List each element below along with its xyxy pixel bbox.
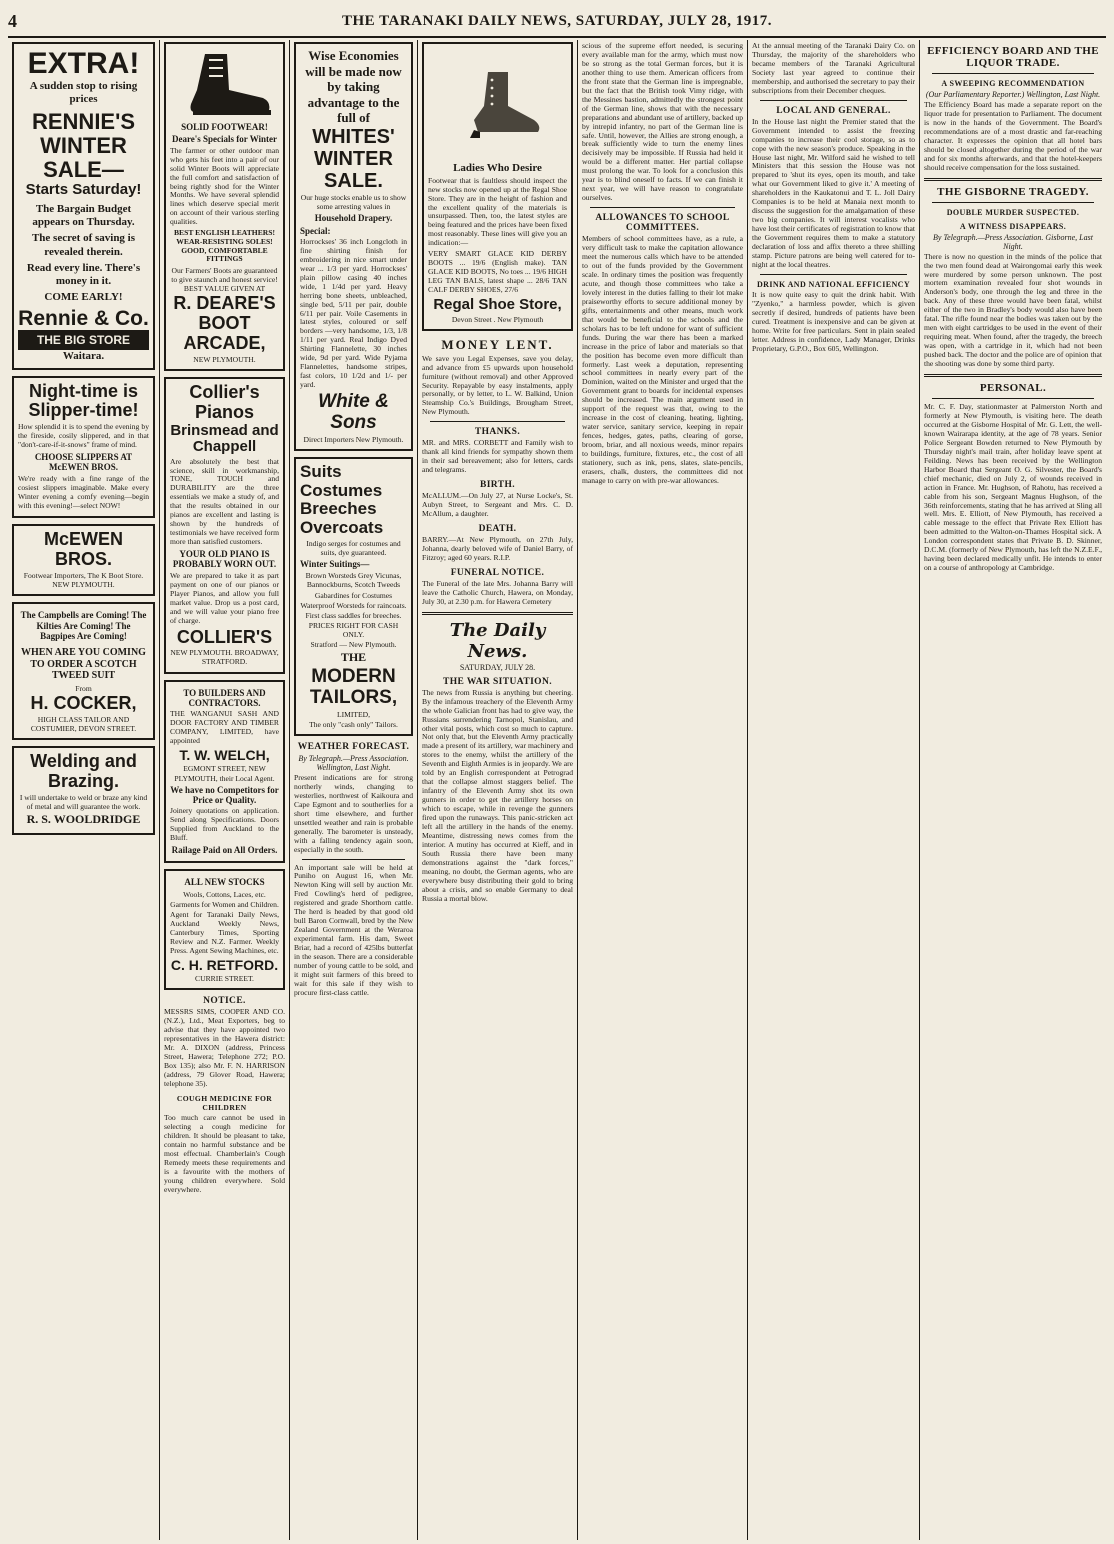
agent-text: Agent for Taranaki Daily News, Auckland Weekly News, Canterbury Times, Sporting Review and N.Z. Farmer. Weekly Press. Agent Sewing Machines, etc. bbox=[170, 910, 279, 955]
welding-text: I will undertake to weld or braze any kind of metal and will guarantee the work. bbox=[19, 792, 148, 811]
retford-sub: CURRIE STREET. bbox=[195, 974, 254, 984]
rennie-title: RENNIE'S WINTER SALE— bbox=[31, 108, 136, 183]
old-piano-text: We are prepared to take it as part payment on one of our pianos or Player Pianos, and allow you full market value. Drop us a post card, and we will value your piano free of charge. bbox=[170, 570, 279, 625]
waitara: Waitara. bbox=[62, 350, 105, 363]
special-label: Special: bbox=[300, 225, 331, 236]
column-7 bbox=[920, 40, 1106, 1540]
weather-byline: By Telegraph.—Press Association. Wellington, Last Night. bbox=[298, 753, 409, 772]
local-text: In the House last night the Premier stated that the Government intended to assist the freezing companies to increase their cool storage, so as to cope with the new season's produce. Speaking in the House last night, Mr. Wilford said he wished to tell Ministers that this session the House was not prepared to 'shut its eyes, open its mouth, and take what our Government liked to give it.' A meeting of shareholders in the Kaukatonui and T. L. Joll Dairy Companies is to be held at Manaia next month to discuss the suggestion for the amalgamation of these two big companies. It will interest vocalists who have lost their certificates of registration to know that the Government requires them to make a statutory declaration of loss and affix thereto a three shilling stamp. Picture patrons are being well catered for to-night at the local theatres. bbox=[752, 116, 915, 269]
cash-only: The only "cash only" Tailors. bbox=[309, 719, 398, 729]
war-text: The news from Russia is anything but cheering. By the infamous treachery of the Eleventh Army the whole Galician front has had to give way, the Russians surrendering Tarnopol, Stanislau, and other vital posts, which cost so much to capture. Not only that, but the Eleventh Army practically made a present of its artillery, war machinery and stores to the enemy, whilst the artillery of the Seventh and Eighth Armies is in jeopardy. We are told by an English correspondent at Petrograd that the collapse almost staggers belief. The infantry of the Eleventh Army shot its own gunners in order to get the artillery horses on which to escape, while in revenge the gunners fired upon the runaways. This panic-stricken act left all the artillery in the hands of the enemy. Meantime, distressing news comes from the interior. A mutiny has occurred at Kieff, and in South Russia there have been many demonstrations against the "dark forces," meaning, no doubt, the German agents, who are everywhere busy distributing their gold to bring about a crisis, and so enable Germany to deal Russia a mortal blow. bbox=[422, 687, 573, 903]
brinsmead: Brinsmead and Chappell bbox=[170, 421, 279, 456]
thanks-text: MR. and MRS. CORBETT and Family wish to thank all kind friends for sympathy shown them in their sad bereavement; also for letters, cards and telegrams. bbox=[422, 438, 573, 475]
birth-heading: BIRTH. bbox=[479, 480, 516, 491]
mcewen-name: McEWEN BROS. bbox=[43, 529, 123, 570]
welch-ad bbox=[164, 680, 285, 864]
waterproof: Waterproof Worsteds for raincoats. bbox=[300, 600, 407, 610]
welding-ad bbox=[12, 746, 155, 835]
shoe-list: VERY SMART GLACE KID DERBY BOOTS ... 19/6 (English make). TAN GLACE KID BOOTS, No toes ... 19/6 HIGH LEG TAN BALS, latest shape ... 28/6 TAN CALF DERBY SHOES, 27/6 bbox=[428, 249, 567, 295]
local-heading: LOCAL AND GENERAL. bbox=[776, 105, 891, 116]
cocker-name: H. COCKER, bbox=[30, 692, 137, 713]
read-text: Read every line. There's money in it. bbox=[26, 261, 141, 287]
allowances-heading: ALLOWANCES TO SCHOOL COMMITTEES. bbox=[595, 213, 730, 234]
war-continued: scious of the supreme effort needed, is securing every available man for the army, which must now be so strong as the total German forces, but it is another thing to use them. American officers from the front state that the German line is impregnable, but the fact that the British took Vimy ridge, with the Messines bastion, admittedly the strongest point of the German line, shows that with the necessary preparations and abundant use of artillery, backed up by intrepid infantry, no part of the German line is safe. Until, however, the Allies are strong enough, a break sufficiently wide to turn the enemy lines decisively may be impossible. If Russia had held it would be a different matter. Her partial collapse must prolong the war. To look for a conclusion this year is to blind oneself to facts. If we can finish it next year, we will have reason to congratulate ourselves. bbox=[582, 41, 743, 203]
campbells-ad bbox=[12, 602, 155, 740]
money-text: We save you Legal Expenses, save you delay, and advance from £5 upwards upon household furniture (without removal) and other Approved Security. Repayable by easy instalments, apply personally, or by letter, to L. W. Balkind, Union Steamship Co.'s Buildings, Brougham Street, New Plymouth. bbox=[422, 353, 573, 417]
cough-heading: COUGH MEDICINE FOR CHILDREN bbox=[176, 1093, 273, 1112]
extra-sub: A sudden stop to rising prices bbox=[29, 79, 138, 105]
all-new-stocks: ALL NEW STOCKS bbox=[184, 877, 265, 888]
collier-name: COLLIER'S bbox=[176, 626, 273, 647]
money-heading: MONEY LENT. bbox=[441, 336, 554, 352]
sale-text: An important sale will be held at Puniho on August 16, when Mr. Newton King will sell by auction Mr. Fred Cowling's herd of pedigree, registered and grade Shorthorn cattle. The herd is headed by that good old bull Baron Cornwall, bred by the New Zealand Government at the Weraroa experimental farm. His dam, Sweet Briar, had a record of 425lbs butterfat in the season. There are a considerable number of young cattle to be sold, and it might suit farmers of this breed to wait for this sale if they wish to procure first-class cattle. bbox=[294, 862, 413, 997]
collier-ad bbox=[164, 377, 285, 674]
special-text: Horrockses' 36 inch Longcloth in fine shirting finish for embroidering in nice smart under wear ... 1/3 per yard. Horrockses' plain pillow casing 40 inches wide, 1 1/4d per yard. Heavy herring bone sheets, unbleached, single bed, 5/11 per pair, double 6/11 per pair. Voile Casements in latest styles, coloured or self borders —very handsome, 1/3, 1/8 1/11 per yard. Real Indigo Dyed Shirting Flannelette, 30 inches wide, 9d per yard. Wide Pyjama Flannelettes, handsome stripes, fast colors, 10 1/2d and 1/- per yard. bbox=[300, 236, 407, 390]
starts-saturday: Starts Saturday! bbox=[25, 181, 142, 199]
stratford-text: Stratford — New Plymouth. bbox=[310, 640, 397, 650]
deare-text: The farmer or other outdoor man who gets his feet into a pair of our solid Winter Boots will appreciate the full comfort and satisfaction of being rightly shod for the Winter Months. We have several splendid lines which deserve special merit on account of their various sterling qualities. bbox=[170, 145, 279, 227]
garments-text: Garments for Women and Children. bbox=[170, 899, 279, 909]
rennie-co: Rennie & Co. bbox=[18, 307, 149, 331]
ladies-text: Footwear that is faultless should inspect the new stocks now opened up at the Regal Shoe Store. They are in the height of fashion and the excellent quality of the materials is unsurpassed. Then, too, the latest styles are being featured and the prices have been fixed most reasonably. These lines will give you an indication:— bbox=[428, 175, 567, 248]
shoe-illustration bbox=[448, 50, 548, 160]
secret-text: The secret of saving is revealed therein. bbox=[31, 232, 136, 258]
household-drapery: Household Drapery. bbox=[314, 213, 393, 224]
retford-name: C. H. RETFORD. bbox=[170, 956, 279, 973]
welch-name: T. W. WELCH, bbox=[179, 747, 270, 764]
big-store-banner: THE BIG STORE bbox=[18, 330, 149, 350]
deare-name: R. DEARE'S BOOT ARCADE, bbox=[173, 293, 276, 354]
whites-sale: WHITES' WINTER SALE. bbox=[312, 125, 395, 192]
gabardines: Gabardines for Costumes bbox=[314, 590, 393, 600]
railage-text: Railage Paid on All Orders. bbox=[171, 845, 278, 856]
funeral-text: The Funeral of the late Mrs. Johanna Barry will leave the Catholic Church, Hawera, on Monday, July 30, at 2.30 p.m. for Hawera Cemetery bbox=[422, 578, 573, 606]
wise-economies: Wise Economies will be made now by taking advantage to the full of bbox=[305, 48, 402, 126]
mcewen-slipper-ad bbox=[12, 376, 155, 519]
colliers-pianos: Collier's Pianos bbox=[189, 381, 260, 422]
mcewen-ad bbox=[12, 524, 155, 596]
welding-heading: Welding and Brazing. bbox=[30, 750, 137, 791]
daily-news-title: The Daily News. bbox=[449, 619, 546, 662]
deare-ad bbox=[164, 42, 285, 371]
from-text: From bbox=[75, 683, 92, 693]
witness-byline: By Telegraph.—Press Association. Gisborne, Last Night. bbox=[933, 232, 1093, 251]
allowances-text: Members of school committees have, as a rule, a very difficult task to make the capitation allowance meet the numerous calls which have to be attended to out of the funds provided by the Government scale. In ordinary times the position was frequently acute, and though those committees who take a lovely interest in the duties falling to their lot make praiseworthy efforts to secure additional money by gifts, entertainments and other means, much work that would be beneficial to the schools and the scholars has to be left undone for want of sufficient funds. During the war there has been a marked increase in the price of labor and materials so that the position has become even more difficult than formerly. Last week a deputation, representing school committees in nearly every part of the Dominion, waited on the Minister and urged that the Government grant to boards for incidental expenses should be increased. The main argument used in support of the request was that, owing to the increase in the cost of cleaning, heating, lighting, water service, sanitary service, keeping in repair fences, hedges, gates, paths, clearing of gorse, broom, briar, and all noxious weeds, minor repairs to buildings, furniture, fixtures, etc., the cost of all stationery, such as ink, pens, slates, slate-pencils, erasers, chalk, dusters, the committees did not manage to carry on with pre-war allowances. bbox=[582, 234, 743, 485]
choose-text: We're ready with a fine range of the cosiest slippers imaginable. Make every Winter evening a comfy evening—begin with this evening!—select NOW! bbox=[18, 473, 149, 510]
column-1 bbox=[8, 40, 160, 1540]
indigo-text: Indigo serges for costumes and suits, dye guaranteed. bbox=[306, 538, 401, 557]
wools-text: Wools, Cottons, Laces, etc. bbox=[183, 889, 266, 899]
choose-slippers: CHOOSE SLIPPERS AT McEWEN BROS. bbox=[34, 451, 133, 473]
prices-right: PRICES RIGHT FOR CASH ONLY. bbox=[308, 620, 399, 639]
war-heading: THE WAR SITUATION. bbox=[442, 676, 552, 687]
personal-heading: PERSONAL. bbox=[979, 382, 1047, 395]
when-text: WHEN ARE YOU COMING TO ORDER A SCOTCH TWEED SUIT bbox=[21, 647, 146, 682]
old-piano: YOUR OLD PIANO IS PROBABLY WORN OUT. bbox=[172, 549, 277, 570]
whites-ad bbox=[294, 42, 413, 451]
column-2 bbox=[160, 40, 290, 1540]
witness-heading: A WITNESS DISAPPEARS. bbox=[959, 221, 1067, 231]
piano-text: Are absolutely the best that science, skill in workmanship, TONE, TOUCH and DURABILITY are the three essentials we make a study of, and that the results obtained in our pianos are excellent and lasting is shown by the hundreds of testimonials we have received form more than satisfied customers. bbox=[170, 456, 279, 547]
notice-text: MESSRS SIMS, COOPER AND CO. (N.Z.), Ltd., Meat Exporters, beg to advise that they have appointed two representatives in the Hawera district: Mr. A. DIXON (address, Princess Street, Hawera; Telephone 272; P.O. Box 135); also Mr. F. N. HARRISON (address, 79 Glover Road, Hawera; telephone 35). bbox=[164, 1007, 285, 1088]
the-label: THE bbox=[340, 650, 367, 665]
collier-place: NEW PLYMOUTH. BROADWAY, STRATFORD. bbox=[170, 648, 279, 667]
cocker-sub: HIGH CLASS TAILOR AND COSTUMIER, DEVON STREET. bbox=[30, 714, 137, 733]
modern-tailors-ad bbox=[294, 457, 413, 736]
efficiency-heading: EFFICIENCY BOARD AND THE LIQUOR TRADE. bbox=[927, 45, 1099, 69]
no-competitors: We have no Competitors for Price or Quality. bbox=[170, 784, 279, 805]
newspaper-title: THE TARANAKI DAILY NEWS, SATURDAY, JULY 28, 1917. bbox=[341, 12, 772, 29]
sweeping-text: The Efficiency Board has made a separate report on the liquor trade for presentation to Parliament. The document is now in the hands of the Government. The Board's recommendations are of a most drastic and far-reaching character. It expresses the opinion that all hotel bars should be closed altogether during the period of the war and for six months afterwards, and that the hotel-keepers should receive compensation for the loss sustained. bbox=[924, 100, 1102, 172]
death-heading: DEATH. bbox=[478, 523, 517, 534]
double-murder: DOUBLE MURDER SUSPECTED. bbox=[946, 207, 1080, 217]
regal-name: Regal Shoe Store, bbox=[433, 296, 562, 314]
come-early: COME EARLY! bbox=[44, 291, 123, 304]
notice-heading: NOTICE. bbox=[203, 996, 246, 1007]
extra-heading: EXTRA! bbox=[27, 47, 140, 80]
ladies-heading: Ladies Who Desire bbox=[453, 162, 542, 174]
farmers-text: Our Farmers' Boots are guaranteed to give staunch and honest service! BEST VALUE GIVEN AT bbox=[171, 266, 278, 294]
dairy-text: At the annual meeting of the Taranaki Dairy Co. on Thursday, the majority of the shareholders who became members of the Taranaki Agricultural Society last year agreed to continue their membership, and authorised the secretary to pay their subscriptions from their December cheques. bbox=[752, 41, 915, 95]
column-3 bbox=[290, 40, 418, 1540]
deare-place: NEW PLYMOUTH. bbox=[193, 354, 256, 364]
campbells-text: The Campbells are Coming! The Kilties Are Coming! The Bagpipes Are Coming! bbox=[20, 610, 147, 641]
cough-text: Too much care cannot be used in selecting a cough medicine for children. It should be pleasant to take, contain no harmful substance and be most effectual. Chamberlain's Cough Remedy meets these requirements and is a favourite with the mothers of young children everywhere. Sold everywhere. bbox=[164, 1112, 285, 1194]
sweeping-byline: (Our Parliamentary Reporter.) Wellington, Last Night. bbox=[925, 90, 1101, 99]
column-4 bbox=[418, 40, 578, 1540]
solid-footwear: SOLID FOOTWEAR! bbox=[181, 122, 268, 132]
limited-label: LIMITED, bbox=[336, 709, 371, 719]
column-6 bbox=[748, 40, 920, 1540]
funeral-heading: FUNERAL NOTICE. bbox=[450, 567, 545, 578]
personal-text: Mr. C. F. Day, stationmaster at Palmerston North and formerly at New Plymouth, is visiting here. The death occurred at the Gisborne Hospital of Mr. G. Lett, the well-known Wairarapa identity, at the age of 78 years. Senior Police Sergeant Bowden returned to New Plymouth by Thursday night's mail train, after holiday leave spent at Feilding. News has been received by the Wellington Harbor Board that Sergeant O. G. Silvester, the Board's chief mechanic, died on July 2, of wounds received in action in France. Mr. Hughson, of Rahotu, has received a cable from his son, Sergeant Magnus Hughson, of the 36th reinforcements, stating that he has arrived at Sling all well. Mrs. E. Elliott, of New Plymouth, has received a cable message to the effect that Private Rex Elliott has been admitted to the Walton-on-Thames Hospital sick. A London correspondent states that Private B. D. Skinner, D.C.M. (formerly of New Plymouth, has left the N.Z.E.F., having been declared medically unfit. He intends to enter on a course of anthropology at Cambridge. bbox=[924, 402, 1102, 573]
sweeping-heading: A SWEEPING RECOMMENDATION bbox=[941, 79, 1085, 88]
welch-sub: EGMONT STREET, NEW PLYMOUTH, their Local Agent. bbox=[174, 764, 275, 783]
builders-heading: TO BUILDERS AND CONTRACTORS. bbox=[183, 687, 266, 708]
night-time-heading: Night-time is Slipper-time! bbox=[28, 380, 139, 421]
weather-heading: WEATHER FORECAST. bbox=[297, 741, 410, 752]
regal-ad bbox=[422, 42, 573, 331]
death-text: BARRY.—At New Plymouth, on 27th July, Johanna, dearly beloved wife of Daniel Barry, of Fitzroy; aged 60 years. R.I.P. bbox=[422, 534, 573, 562]
suits-heading: Suits Costumes Breeches Overcoats bbox=[300, 461, 384, 538]
deare-specials: Deare's Specials for Winter bbox=[171, 134, 278, 145]
editorial-date: SATURDAY, JULY 28. bbox=[459, 662, 536, 672]
gisborne-heading: THE GISBORNE TRAGEDY. bbox=[937, 185, 1089, 198]
slipper-text: How splendid it is to spend the evening by the fireside, cosily slippered, and in that "don't-care-if-it-snows" frame of mind. bbox=[18, 422, 149, 450]
english-leathers: BEST ENGLISH LEATHERS! WEAR-RESISTING SOLES! GOOD, COMFORTABLE FITTINGS bbox=[173, 228, 275, 264]
white-sons-sub: Direct Importers New Plymouth. bbox=[303, 434, 404, 444]
witness-text: There is now no question in the minds of the police that the two men found dead at Wairongomai early this week were murdered by some person unknown. The post mortem examination revealed four shot wounds in Anderson's body, one through the leg and three in the back. Any of these three would have been fatal, whilst either of the two in Bradley's body would also have been fatal. The rifle found near the bodies was taken out by the men with eight cartridges to be used in the event of their requiring meat. When found, after the tragedy, the breech was open, with a cartridge in it, which had not been pushed back. The doctor and the police are of opinion that the shooting was done by some third party. bbox=[924, 251, 1102, 369]
thanks-heading: THANKS. bbox=[474, 427, 521, 438]
boot-illustration bbox=[175, 50, 275, 120]
white-sons: White & Sons bbox=[318, 391, 389, 433]
masthead bbox=[8, 6, 1106, 38]
winter-suitings: Winter Suitings— bbox=[300, 558, 370, 569]
wooldridge-name: R. S. WOOLDRIDGE bbox=[26, 811, 141, 826]
drink-heading: DRINK AND NATIONAL EFFICIENCY bbox=[756, 279, 911, 289]
winter-list: Brown Worsteds Grey Vicunas, Bannockburns, Scotch Tweeds bbox=[305, 571, 402, 590]
regal-sub: Devon Street . New Plymouth bbox=[451, 314, 544, 324]
weather-text: Present indications are for strong northerly winds, changing to westerlies, northwest of Kaikoura and Cape Egmont and to southerlies for a short time elsewhere, and further unsettled weather and rain is probable generally. The barometer is unsteady, with a falling tendency again soon, especially in the south. bbox=[294, 772, 413, 854]
rennie-ad bbox=[12, 42, 155, 370]
page-number: 4 bbox=[8, 10, 18, 31]
modern-tailors: MODERN TAILORS, bbox=[309, 665, 398, 708]
retford-ad bbox=[164, 869, 285, 990]
whites-text: Our huge stocks enable us to show some arresting values in bbox=[300, 192, 407, 212]
drink-text: It is now quite easy to quit the drink habit. With "Zyenko," a harmless powder, which is given secretly if desired, hundreds of patients have been cured. Treatment is inexpensive and can be given at home. Write for free particulars. Sent in plain sealed letter. Address in confidence, Lady Manager, Drinks Proprietary, G.P.O., Box 605, Wellington. bbox=[752, 289, 915, 353]
wanganui-text: THE WANGANUI SASH AND DOOR FACTORY AND TIMBER COMPANY, LIMITED, have appointed bbox=[170, 709, 279, 746]
birth-text: McALLUM.—On July 27, at Nurse Locke's, St. Aubyn Street, to Sergeant and Mrs. C. D. McAllum, a daughter. bbox=[422, 491, 573, 519]
column-5 bbox=[578, 40, 748, 1540]
mcewen-sub: Footwear Importers, The K Boot Store. NEW PLYMOUTH. bbox=[23, 571, 144, 590]
joinery-text: Joinery quotations on application. Send along Specifications. Doors Supplied from Auckland to the Bluff. bbox=[170, 806, 279, 843]
saddles: First class saddles for breeches. bbox=[305, 610, 402, 620]
bargain-text: The Bargain Budget appears on Thursday. bbox=[32, 202, 135, 229]
